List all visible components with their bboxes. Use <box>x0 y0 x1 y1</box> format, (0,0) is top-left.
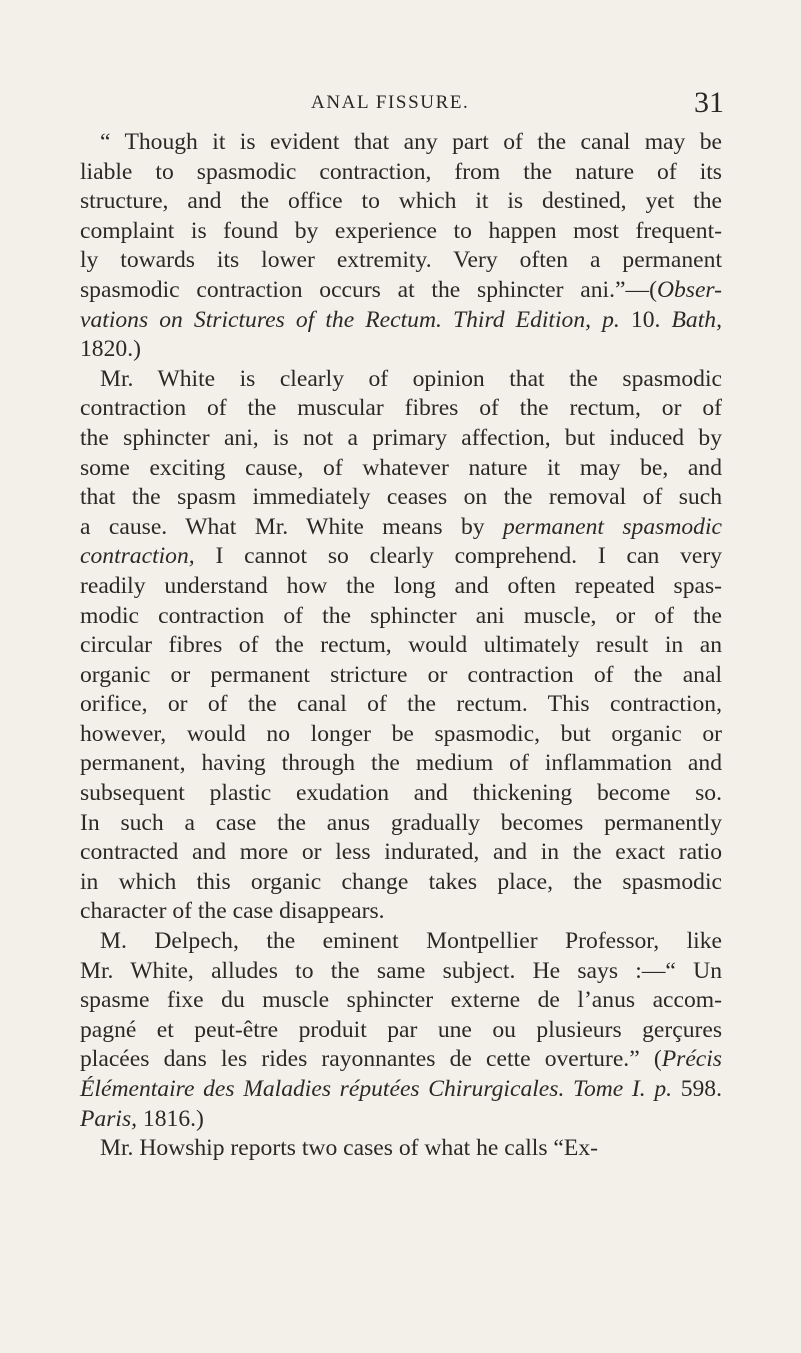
text-line <box>80 1105 722 1135</box>
running-title: ANAL FISSURE. <box>311 92 470 113</box>
text-segment: Mr. White, alludes to the same subject. He says :—“ Un <box>80 957 722 984</box>
text-line <box>80 513 722 543</box>
text-line <box>80 809 722 839</box>
text-segment: contracted and more or less indurated, and in the exact ratio <box>80 839 722 866</box>
text-line <box>80 720 722 750</box>
text-line <box>80 779 722 809</box>
text-segment: structure, and the office to which it is destined, yet the <box>80 188 722 215</box>
text-segment: orifice, or of the canal of the rectum. This contraction, <box>80 691 722 718</box>
text-segment: circular fibres of the rectum, would ultimately result in an <box>80 632 722 659</box>
text-segment: liable to spasmodic contraction, from the nature of its <box>80 158 722 185</box>
text-line <box>80 1134 722 1164</box>
text-line <box>80 631 722 661</box>
text-segment: organic or permanent stricture or contraction of the anal <box>80 661 722 688</box>
text-line <box>80 335 722 365</box>
page-number: 31 <box>694 86 724 119</box>
text-segment: pagné et peut-être produit par une ou plusieurs gerçures <box>80 1016 722 1043</box>
text-line <box>80 572 722 602</box>
text-line <box>80 128 722 158</box>
text-segment: spasmodic contraction occurs at the sphincter ani.”—( <box>80 276 657 303</box>
italic-text: vations on Strictures of the Rectum. Third Edition, <box>80 306 592 333</box>
text-segment: 1820.) <box>80 336 141 363</box>
text-segment: Mr. White is clearly of opinion that the spasmodic <box>100 365 722 392</box>
text-segment: permanent, having through the medium of inflammation and <box>80 750 722 777</box>
body-text <box>80 128 722 1164</box>
italic-text: Élémentaire des Maladies réputées Chirurgicales. Tome I. p. <box>80 1076 673 1102</box>
text-segment: 10. <box>619 306 672 333</box>
text-segment: contraction of the muscular fibres of the rectum, or of <box>80 395 722 422</box>
text-line <box>80 690 722 720</box>
text-line <box>80 927 722 957</box>
text-segment: I cannot so clearly comprehend. I can very <box>194 543 722 570</box>
text-segment: the sphincter ani, is not a primary affection, but induced by <box>80 424 722 451</box>
text-segment: spasme fixe du muscle sphincter externe de l’anus accom- <box>80 987 722 1014</box>
text-segment: subsequent plastic exudation and thickening become so. <box>80 780 722 807</box>
text-segment: ly towards its lower extremity. Very often a permanent <box>80 247 722 274</box>
text-line <box>80 454 722 484</box>
text-segment: readily understand how the long and often repeated spas- <box>80 572 722 599</box>
text-line <box>80 897 722 927</box>
text-line <box>80 483 722 513</box>
italic-text: Paris, <box>80 1105 138 1132</box>
text-line <box>80 394 722 424</box>
text-segment: 598. <box>672 1076 722 1102</box>
text-line <box>80 661 722 691</box>
text-segment: complaint is found by experience to happen most frequent- <box>80 217 722 244</box>
text-line <box>80 276 722 306</box>
text-segment: some exciting cause, of whatever nature it may be, and <box>80 454 722 481</box>
text-segment <box>591 307 602 333</box>
italic-text: p. <box>602 306 620 333</box>
italic-text: contraction, <box>80 543 195 570</box>
text-segment: a cause. What Mr. White means by <box>80 513 504 540</box>
text-line <box>80 217 722 247</box>
text-line <box>80 749 722 779</box>
text-segment: In such a case the anus gradually becomes permanently <box>80 809 722 836</box>
text-line <box>80 838 722 868</box>
text-line <box>80 602 722 632</box>
text-line <box>80 306 722 336</box>
text-segment: however, would no longer be spasmodic, but organic or <box>80 720 722 747</box>
italic-text: Obser- <box>656 276 722 303</box>
text-line <box>80 424 722 454</box>
text-segment: Mr. Howship reports two cases of what he calls “Ex- <box>100 1135 598 1162</box>
text-line <box>80 1045 722 1075</box>
text-line <box>80 1075 722 1105</box>
italic-text: Bath, <box>671 306 722 333</box>
italic-text: Précis <box>661 1046 722 1073</box>
text-segment: 1816.) <box>137 1105 204 1132</box>
text-segment: M. Delpech, the eminent Montpellier Professor, like <box>100 928 722 955</box>
text-line <box>80 986 722 1016</box>
italic-text: permanent spasmodic <box>503 513 722 540</box>
text-line <box>80 1016 722 1046</box>
text-segment: that the spasm immediately ceases on the removal of such <box>80 484 722 511</box>
text-segment: character of the case disappears. <box>80 898 385 925</box>
text-segment: in which this organic change takes place, the spasmodic <box>80 868 722 895</box>
text-segment: modic contraction of the sphincter ani muscle, or of the <box>80 602 722 629</box>
text-line <box>80 957 722 987</box>
text-line <box>80 365 722 395</box>
text-line <box>80 246 722 276</box>
running-head <box>0 88 801 122</box>
text-segment: placées dans les rides rayonnantes de cette overture.” ( <box>80 1046 662 1073</box>
text-line <box>80 187 722 217</box>
text-line <box>80 868 722 898</box>
text-line <box>80 158 722 188</box>
text-line <box>80 542 722 572</box>
text-segment: “ Though it is evident that any part of the canal may be <box>100 129 722 155</box>
